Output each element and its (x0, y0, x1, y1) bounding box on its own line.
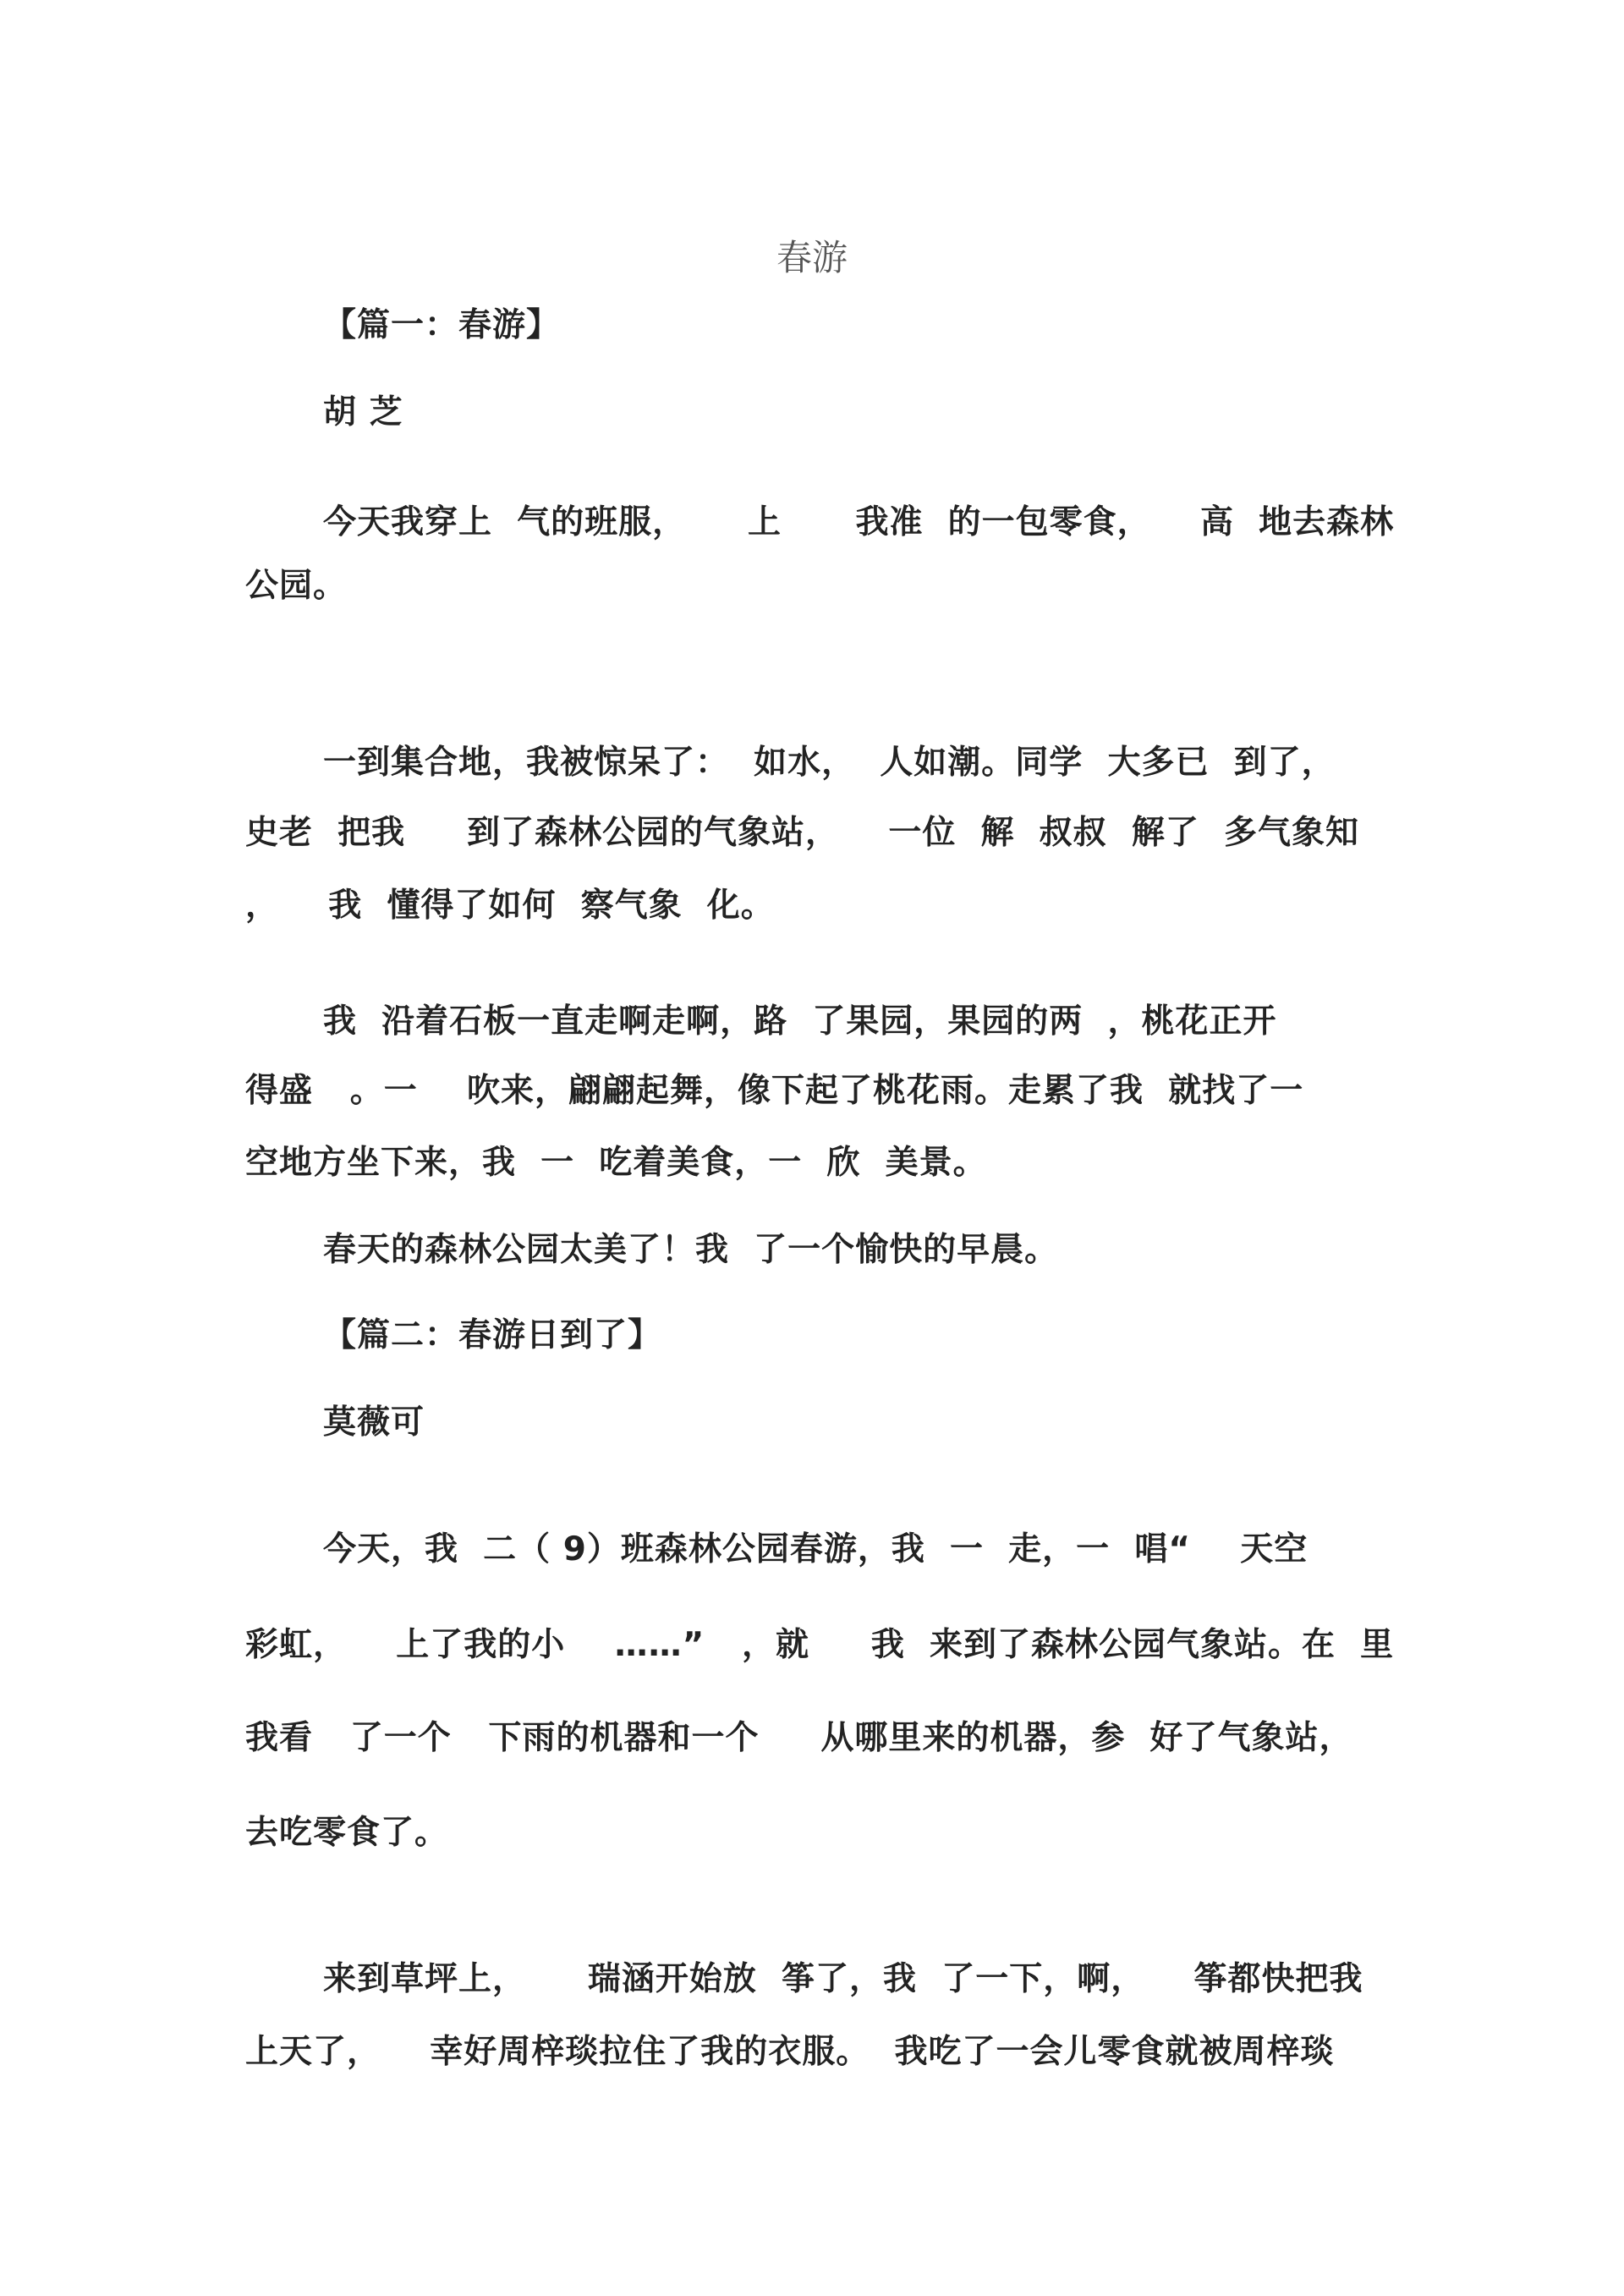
paragraph-line: 史老 把我 到了森林公园的气象站， 一位 解 叔叔 解了 多气象知 (245, 814, 1359, 852)
paragraph-line: 我 沿着石板一直走啊走啊，路 了果园，果园的两 ，桃花正开 (323, 1002, 1277, 1041)
paragraph-line: 来到草坪上， 瑞涵开始放 筝了，我 了一下，啊， 筝都快把我 (323, 1960, 1363, 1998)
paragraph-line: 上天了， 幸好周梓琰拉住了我的衣服。 我吃了一会儿零食就被周梓琰 (245, 2033, 1335, 2071)
paragraph-line: 我看 了一个 下雨的机器和一个 从哪里来的机器，参 好了气象站， (245, 1719, 1353, 1757)
paragraph-line: 今天我穿上 气的班服， 上 我准 的一包零食， 高 地去森林 (323, 503, 1395, 541)
paragraph-line: 空地方坐下来，我 一 吃着美食，一 欣 美景。 (245, 1144, 987, 1182)
paragraph-line: ， 我 懂得了如何 察气象 化。 (245, 887, 775, 925)
author-2: 莫薇可 (323, 1403, 425, 1442)
paragraph-line: 公园。 (245, 567, 348, 605)
section-heading-2: 【篇二：春游日到了】 (323, 1316, 662, 1354)
paragraph-line: 得盛 。一 吹来，翩翩起舞，像下起了桃花雨。走累了我 就找了一 (245, 1072, 1304, 1110)
author-1: 胡 芝 (323, 393, 403, 431)
paragraph-line: 彩虹， 上了我的小 ……” ，就 我 来到了森林公园气象站。在 里 (245, 1626, 1395, 1664)
paragraph-line: 一到集合地，我被惊呆了： 如水， 人如潮。同学 大多已 到了， (323, 744, 1336, 782)
paragraph-line: 去吃零食了。 (245, 1814, 449, 1852)
section-heading-1: 【篇一：春游】 (323, 306, 561, 344)
document-title: 春游 (776, 237, 848, 278)
paragraph-line: 春天的森林公园太美了！我 了一个愉快的早晨。 (323, 1231, 1059, 1269)
paragraph-line: 今天，我 二（ 9）班森林公园春游，我 一 走，一 唱“ 天空 (323, 1530, 1309, 1568)
